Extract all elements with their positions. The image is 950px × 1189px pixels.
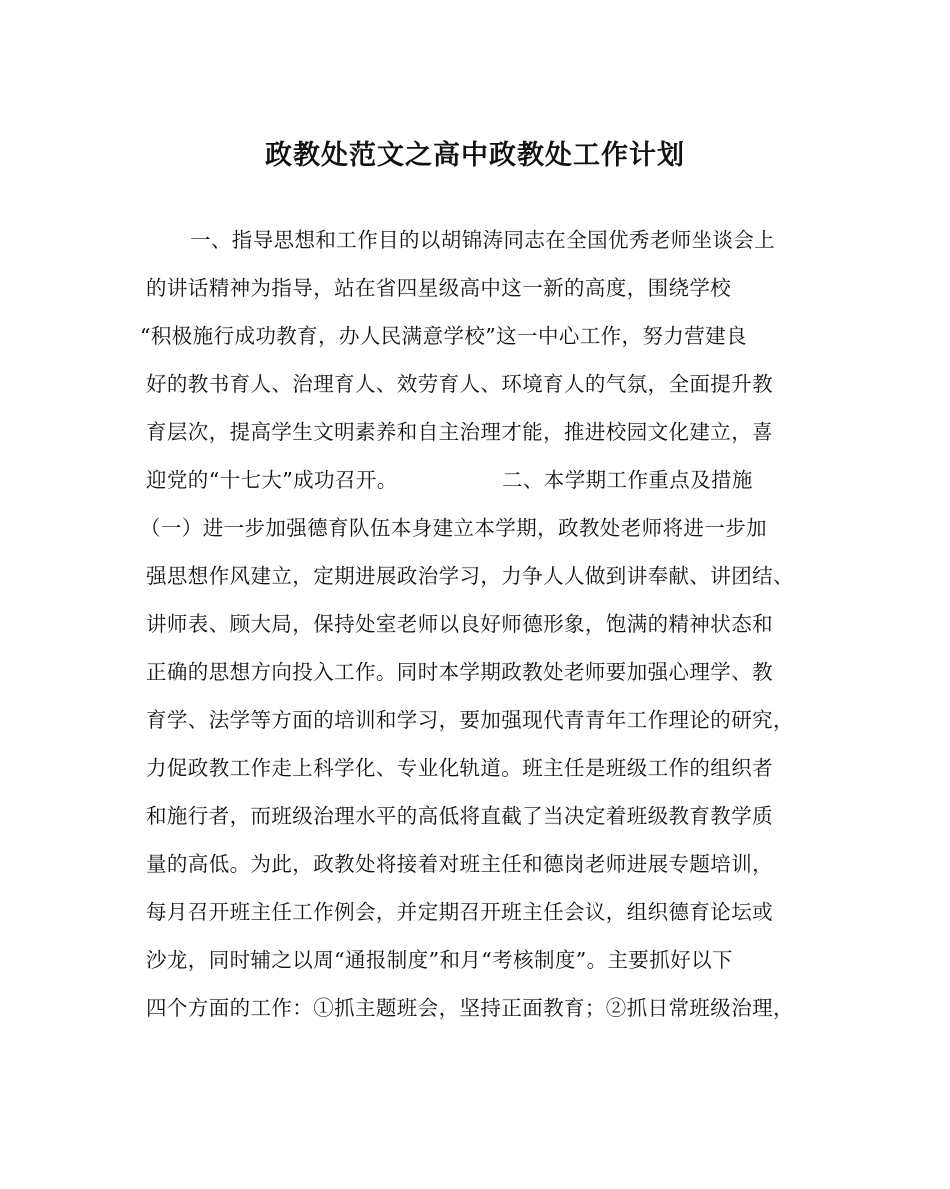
text-line: 育层次，提高学生文明素养和自主治理才能，推进校园文化建立，喜 [146, 420, 773, 444]
text-line: 一、指导思想和工作目的以胡锦涛同志在全国优秀老师坐谈会上 [190, 228, 776, 252]
text-line: 正确的思想方向投入工作。同时本学期政教处老师要加强心理学、教 [146, 660, 773, 684]
text-line: 的讲话精神为指导，站在省四星级高中这一新的高度，围绕学校 [146, 276, 732, 300]
text-line: “积极施行成功教育，办人民满意学校”这一中心工作，努力营建良 [140, 324, 747, 348]
text-line: 和施行者，而班级治理水平的高低将直截了当决定着班级教育教学质 [146, 804, 773, 828]
text-line: 四个方面的工作：①抓主题班会，坚持正面教育；②抓日常班级治理， [146, 996, 794, 1020]
text-line: （一）进一步加强德育队伍本身建立本学期，政教处老师将进一步加 [140, 516, 767, 540]
text-line: 每月召开班主任工作例会，并定期召开班主任会议，组织德育论坛或 [146, 900, 773, 924]
text-line: 好的教书育人、治理育人、效劳育人、环境育人的气氛，全面提升教 [146, 372, 773, 396]
text-line: 量的高低。为此，政教处将接着对班主任和德岗老师进展专题培训， [146, 852, 773, 876]
text-line: 讲师表、顾大局，保持处室老师以良好师德形象，饱满的精神状态和 [146, 612, 773, 636]
text-line: 沙龙，同时辅之以周“通报制度”和月“考核制度”。主要抓好以下 [146, 948, 733, 972]
section-heading: 二、本学期工作重点及措施 [502, 468, 753, 492]
text-line: 力促政教工作走上科学化、专业化轨道。班主任是班级工作的组织者 [146, 756, 773, 780]
text-line: 迎党的“十七大”成功召开。 [146, 468, 398, 492]
text-line: 育学、法学等方面的培训和学习，要加强现代青青年工作理论的研究， [146, 708, 794, 732]
text-line: 强思想作风建立，定期进展政治学习，力争人人做到讲奉献、讲团结、 [146, 564, 794, 588]
page-title: 政教处范文之高中政教处工作计划 [265, 140, 685, 171]
